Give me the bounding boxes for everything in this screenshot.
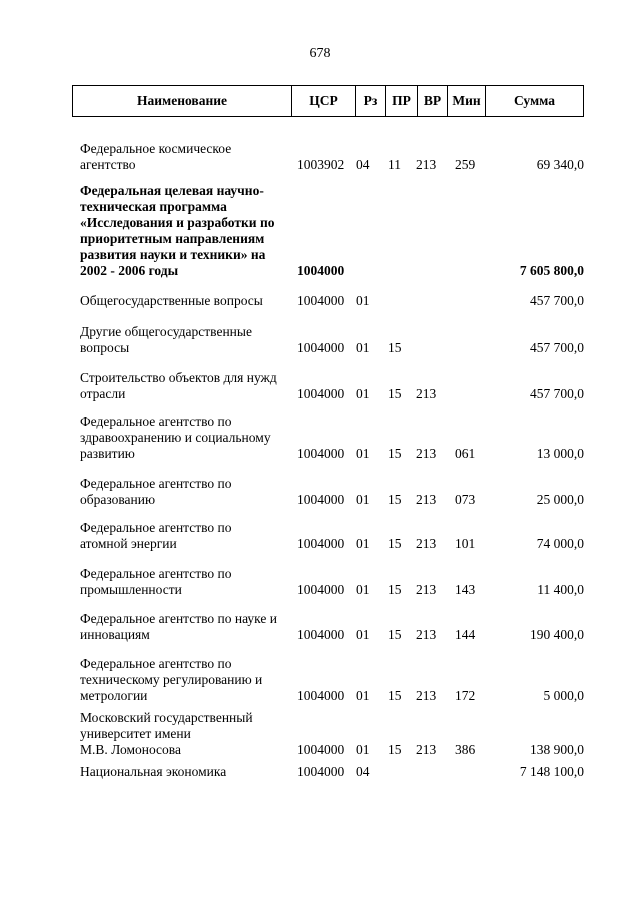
row-csr: 1004000 <box>297 627 345 642</box>
row-sum: 25 000,0 <box>536 492 584 507</box>
table-row <box>0 476 640 508</box>
row-pr: 15 <box>388 688 402 703</box>
table-header <box>72 85 584 117</box>
row-csr: 1004000 <box>297 263 345 278</box>
row-vr: 213 <box>416 157 437 172</box>
row-vr: 213 <box>416 582 437 597</box>
row-min: 073 <box>455 492 476 507</box>
row-rz: 01 <box>356 582 370 597</box>
row-min: 144 <box>455 627 476 642</box>
row-rz: 04 <box>356 157 370 172</box>
row-pr: 15 <box>388 742 402 757</box>
row-sum: 457 700,0 <box>530 340 584 355</box>
row-vr: 213 <box>416 742 437 757</box>
row-sum: 138 900,0 <box>530 742 584 757</box>
row-name: Федеральное агентство по атомной энергии <box>80 520 232 551</box>
table-row <box>0 414 640 462</box>
row-pr: 15 <box>388 492 402 507</box>
row-vr: 213 <box>416 492 437 507</box>
row-pr: 15 <box>388 386 402 401</box>
row-rz: 01 <box>356 340 370 355</box>
row-min: 259 <box>455 157 476 172</box>
row-rz: 01 <box>356 492 370 507</box>
row-name: Федеральное агентство по техническому регулированию и метрологии <box>80 656 263 703</box>
row-name: Федеральное агентство по науке и инновациям <box>80 611 277 642</box>
row-csr: 1004000 <box>297 764 345 779</box>
row-name: Другие общегосударственные вопросы <box>80 324 252 355</box>
row-csr: 1003902 <box>297 157 345 172</box>
row-sum: 7 605 800,0 <box>519 263 584 278</box>
row-name: Федеральная целевая научно- техническая программа «Исследования и разработки по приоритетным направлениям развития науки и техники» на 2002 - 2006 годы <box>80 183 275 278</box>
table-row <box>0 710 640 758</box>
header-name: Наименование <box>137 93 227 108</box>
row-pr: 15 <box>388 340 402 355</box>
row-name: Федеральное агентство по здравоохранению и социальному развитию <box>80 414 271 461</box>
header-min: Мин <box>447 86 485 116</box>
row-csr: 1004000 <box>297 742 345 757</box>
header-rz: Рз <box>355 86 385 116</box>
row-csr: 1004000 <box>297 386 345 401</box>
row-sum: 7 148 100,0 <box>519 764 584 779</box>
row-pr: 15 <box>388 446 402 461</box>
page-number: 678 <box>309 46 331 61</box>
header-vr: ВР <box>417 86 447 116</box>
row-rz: 01 <box>356 293 370 308</box>
row-name: Московский государственный университет имени М.В. Ломоносова <box>80 710 253 757</box>
row-pr: 11 <box>388 157 401 172</box>
row-rz: 01 <box>356 742 370 757</box>
row-csr: 1004000 <box>297 536 345 551</box>
row-vr: 213 <box>416 446 437 461</box>
row-rz: 01 <box>356 627 370 642</box>
row-vr: 213 <box>416 536 437 551</box>
row-sum: 457 700,0 <box>530 386 584 401</box>
row-rz: 01 <box>356 386 370 401</box>
row-pr: 15 <box>388 536 402 551</box>
row-min: 172 <box>455 688 476 703</box>
row-sum: 11 400,0 <box>537 582 584 597</box>
row-pr: 15 <box>388 582 402 597</box>
table-row <box>0 520 640 552</box>
row-min: 101 <box>455 536 476 551</box>
row-rz: 01 <box>356 688 370 703</box>
row-name: Федеральное агентство по промышленности <box>80 566 232 597</box>
row-min: 061 <box>455 446 476 461</box>
row-sum: 190 400,0 <box>530 627 584 642</box>
row-csr: 1004000 <box>297 688 345 703</box>
row-sum: 5 000,0 <box>543 688 584 703</box>
row-csr: 1004000 <box>297 582 345 597</box>
row-sum: 457 700,0 <box>530 293 584 308</box>
row-min: 143 <box>455 582 476 597</box>
row-rz: 01 <box>356 536 370 551</box>
row-sum: 74 000,0 <box>536 536 584 551</box>
table-row <box>0 141 640 173</box>
row-vr: 213 <box>416 386 437 401</box>
row-name: Строительство объектов для нужд отрасли <box>80 370 277 401</box>
table-row <box>0 370 640 402</box>
header-csr: ЦСР <box>291 86 355 116</box>
row-sum: 69 340,0 <box>536 157 584 172</box>
row-csr: 1004000 <box>297 340 345 355</box>
row-pr: 15 <box>388 627 402 642</box>
row-sum: 13 000,0 <box>536 446 584 461</box>
row-name: Федеральное агентство по образованию <box>80 476 232 507</box>
row-name: Общегосударственные вопросы <box>80 293 263 308</box>
row-rz: 04 <box>356 764 370 779</box>
row-csr: 1004000 <box>297 293 345 308</box>
row-name: Национальная экономика <box>80 764 227 779</box>
row-vr: 213 <box>416 688 437 703</box>
table-row <box>0 183 640 279</box>
header-pr: ПР <box>385 86 417 116</box>
row-csr: 1004000 <box>297 446 345 461</box>
row-rz: 01 <box>356 446 370 461</box>
table-row <box>0 656 640 704</box>
table-row <box>0 566 640 598</box>
table-row <box>0 324 640 356</box>
row-name: Федеральное космическое агентство <box>80 141 232 172</box>
table-row <box>0 611 640 643</box>
row-min: 386 <box>455 742 476 757</box>
table-row <box>0 764 640 780</box>
header-sum: Сумма <box>485 86 583 116</box>
row-vr: 213 <box>416 627 437 642</box>
row-csr: 1004000 <box>297 492 345 507</box>
table-row <box>0 293 640 309</box>
